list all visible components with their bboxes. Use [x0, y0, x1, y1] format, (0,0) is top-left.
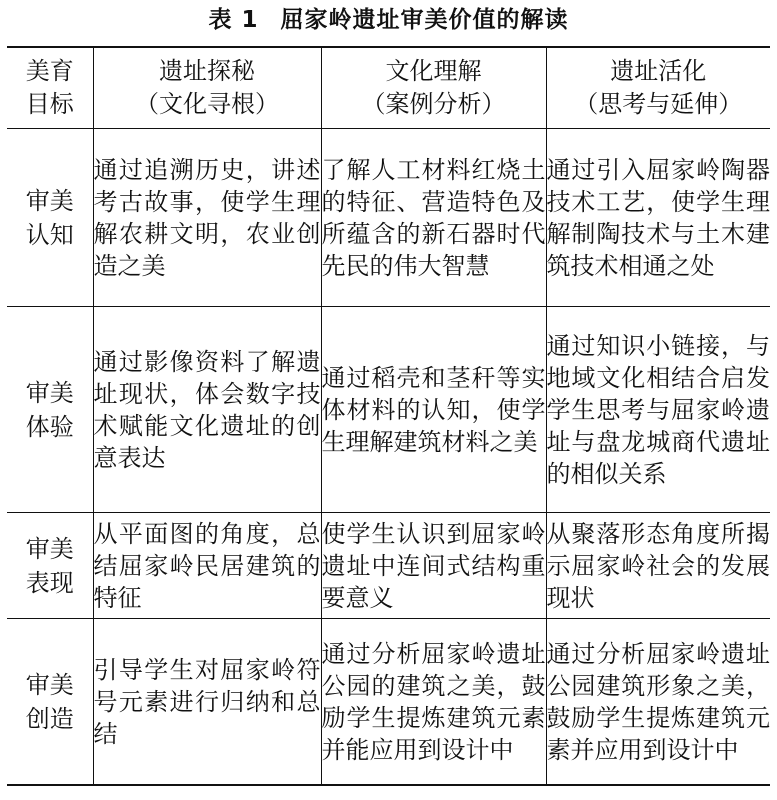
header-column-title: 遗址活化	[610, 57, 707, 85]
header-column-understand	[321, 47, 546, 129]
table-cell: 通过分析屈家岭遗址公园的建筑之美，鼓励学生提炼建筑元素并能应用到设计中	[321, 619, 546, 786]
table-row	[7, 513, 770, 619]
table-cell: 了解人工材料红烧土的特征、营造特色及所蕴含的新石器时代先民的伟大智慧	[321, 129, 546, 307]
row-goal-line-1: 审美	[25, 670, 74, 699]
row-goal	[7, 129, 93, 307]
header-column-title: 文化理解	[385, 57, 482, 85]
table-cell: 引导学生对屈家岭符号元素进行归纳和总结	[93, 619, 321, 786]
table-cell: 通过引入屈家岭陶器技术工艺，使学生理解制陶技术与土木建筑技术相通之处	[546, 129, 770, 307]
row-goal-line-1: 审美	[25, 186, 74, 215]
aesthetic-value-table	[7, 46, 770, 786]
header-column-sub: （思考与延伸）	[574, 90, 743, 118]
table-header-row	[7, 47, 770, 129]
row-goal-line-2: 创造	[25, 704, 74, 733]
table-row	[7, 129, 770, 307]
header-column-sub: （案例分析）	[361, 90, 506, 118]
header-goal	[7, 47, 93, 129]
table-cell: 通过知识小链接，与地域文化相结合启发学生思考与屈家岭遗址与盘龙城商代遗址的相似关系	[546, 307, 770, 513]
row-goal-line-2: 认知	[25, 220, 74, 249]
table-row	[7, 307, 770, 513]
table-caption	[0, 6, 777, 34]
row-goal	[7, 307, 93, 513]
row-goal	[7, 619, 93, 786]
header-goal-line-1: 美育	[25, 57, 74, 85]
header-column-title: 遗址探秘	[159, 57, 255, 85]
table-cell: 从平面图的角度，总结屈家岭民居建筑的特征	[93, 513, 321, 619]
table-title: 屈家岭遗址审美价值的解读	[280, 7, 569, 33]
table-cell: 通过稻壳和茎秆等实体材料的认知，使学生理解建筑材料之美	[321, 307, 546, 513]
header-column-activate	[546, 47, 770, 129]
table-cell: 从聚落形态角度所揭示屈家岭社会的发展现状	[546, 513, 770, 619]
table-number: 表 1	[208, 7, 259, 33]
header-goal-line-2: 目标	[25, 90, 74, 118]
row-goal-line-2: 体验	[25, 412, 74, 441]
row-goal	[7, 513, 93, 619]
table-cell: 通过影像资料了解遗址现状，体会数字技术赋能文化遗址的创意表达	[93, 307, 321, 513]
row-goal-line-1: 审美	[25, 534, 74, 563]
row-goal-line-1: 审美	[25, 378, 74, 407]
table-row	[7, 619, 770, 786]
header-column-explore	[93, 47, 321, 129]
header-column-sub: （文化寻根）	[135, 90, 279, 118]
table-cell: 通过追溯历史，讲述考古故事，使学生理解农耕文明，农业创造之美	[93, 129, 321, 307]
table-cell: 通过分析屈家岭遗址公园建筑形象之美，鼓励学生提炼建筑元素并应用到设计中	[546, 639, 770, 764]
row-goal-line-2: 表现	[25, 568, 74, 597]
table-cell: 使学生认识到屈家岭遗址中连间式结构重要意义	[321, 513, 546, 619]
